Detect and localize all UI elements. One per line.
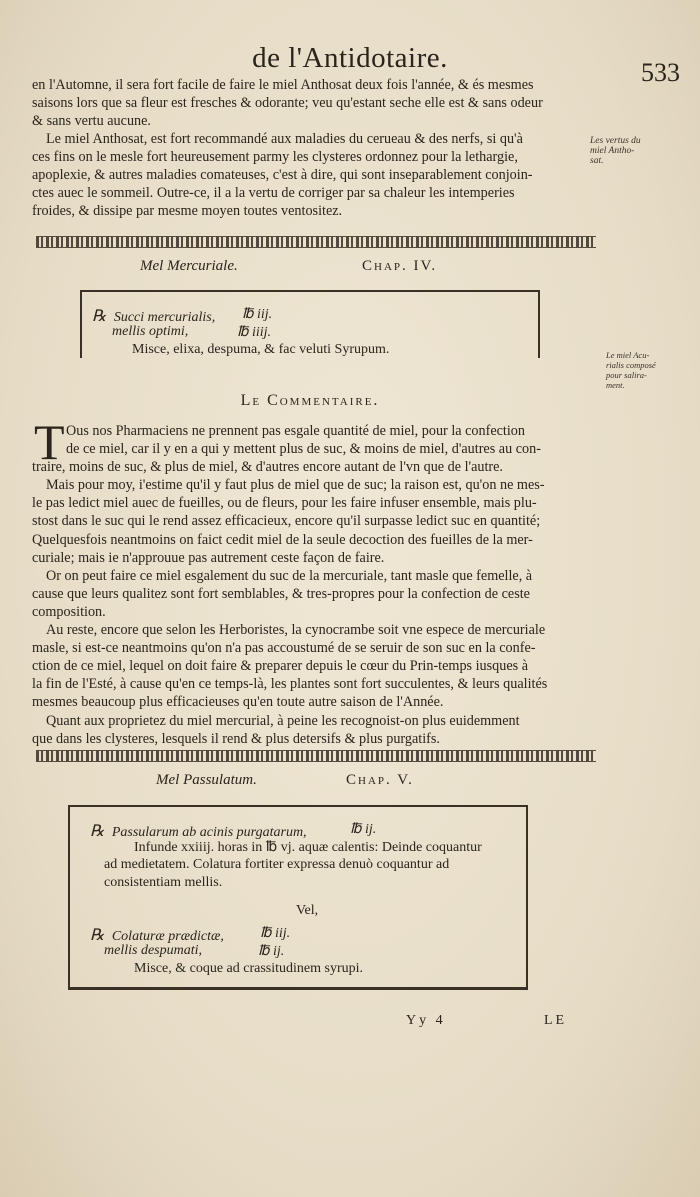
marginal-line: Les vertus du — [590, 136, 641, 146]
ingredient: mellis optimi, — [112, 324, 189, 339]
recipe-box — [80, 290, 540, 358]
marginal-line: pour salira- — [606, 370, 647, 380]
text-line: froides, & dissipe par mesme moyen toutes ventositez. — [32, 203, 343, 219]
marginal-line: sat. — [590, 156, 604, 166]
chapter-heading — [140, 258, 560, 275]
recipe-symbol-icon: ℞ — [92, 308, 107, 325]
marginal-line: miel Antho- — [590, 146, 635, 156]
text-line: saisons lors que sa fleur est fresches & odorante; veu qu'estant seche elle est & sans odeur — [32, 95, 543, 111]
text-line: masle, si est-ce neantmoins qu'on n'a pas accoustumé de se seruir de son suc en la confe- — [32, 640, 536, 657]
signature-mark: Yy 4 — [406, 1013, 446, 1028]
recipe-symbol-icon: ℞ — [90, 927, 105, 944]
running-head: de l'Antidotaire. — [252, 42, 448, 74]
recipe-instruction: ad medietatem. Colatura fortiter expressa denuò coquantur ad — [104, 857, 450, 872]
text-line: Mais pour moy, i'estime qu'il y faut plus de miel que de suc; la raison est, qu'on ne mes- — [46, 477, 545, 494]
recipe-instruction: consistentiam mellis. — [104, 875, 223, 890]
commentary-heading: Le Commentaire. — [240, 392, 380, 409]
ingredient: Passularum ab acinis purgatarum, — [111, 825, 307, 840]
marginal-line: rialis composé — [606, 360, 656, 370]
commentary-text — [32, 414, 584, 748]
recipe-vel: Vel, — [296, 903, 319, 918]
drop-cap: T — [34, 414, 65, 470]
recipe-box — [68, 805, 528, 990]
text-line: Le miel Anthosat, est fort recommandé aux maladies du cerueau & des nerfs, si qu'à — [46, 131, 523, 147]
text-line: en l'Automne, il sera fort facile de faire le miel Anthosat deux fois l'année, & és mesmes — [32, 77, 534, 93]
ingredient: Colaturæ prædictæ, — [111, 929, 224, 944]
text-line: traire, moins de suc, & plus de miel, & d'autres encore autant de l'vn que de l'autre. — [32, 459, 503, 476]
quantity: ℔ iij. — [260, 926, 291, 941]
recipe-line — [90, 925, 224, 945]
marginal-note — [590, 136, 641, 166]
text-line: composition. — [32, 603, 106, 620]
text-line: ction de ce miel, lequel on doit faire & preparer depuis le cœur du Prin-temps iusques à — [32, 658, 529, 675]
marginal-line: Le miel Acu- — [606, 350, 650, 360]
recipe-instruction: Infunde xxiiij. horas in ℔ vj. aquæ calentis: Deinde coquantur — [134, 840, 482, 855]
quantity: ℔ ij. — [350, 822, 377, 837]
quantity: ℔ iij. — [242, 307, 273, 322]
text-line: de ce miel, car il y en a qui y mettent plus de suc, & moins de miel, d'autres au con- — [66, 441, 541, 458]
text-line: Quant aux proprietez du miel mercurial, à peine les recognoist-on plus euidemment — [46, 712, 520, 729]
ingredient: Succi mercurialis, — [113, 310, 216, 325]
chapter-number: Chap. IV. — [362, 258, 438, 274]
text-line: le pas ledict miel auec de fueilles, ou de fleurs, pour les faire infuser ensemble, mais plu- — [32, 495, 537, 512]
marginal-line: ment. — [606, 380, 625, 390]
quantity: ℔ ij. — [258, 944, 285, 959]
text-line: mesmes beaucoup plus efficacieuses qu'en toute autre saison de l'Année. — [32, 694, 444, 711]
text-line: stost dans le suc qui le rend assez efficacieux, encore qu'il surpasse ledict suc en quantité; — [32, 513, 541, 530]
chapter-title: Mel Mercuriale. — [140, 258, 238, 274]
text-line: la fin de l'Esté, à cause qu'en ce temps-là, les plantes sont fort succulentes, & leurs qualités — [32, 676, 548, 693]
quantity: ℔ iiij. — [237, 325, 272, 340]
text-line: que dans les clysteres, lesquels il rend & plus detersifs & plus purgatifs. — [32, 730, 440, 747]
text-line: ces fins on le mesle fort heureusement parmy les clysteres ordonnez pour la lethargie, — [32, 149, 518, 165]
recipe-instruction: Misce, & coque ad crassitudinem syrupi. — [134, 961, 364, 976]
chapter-heading — [156, 772, 576, 789]
text-line: Ous nos Pharmaciens ne prennent pas esgale quantité de miel, pour la confection — [66, 423, 525, 439]
marginal-note — [606, 350, 656, 390]
recipe-symbol-icon: ℞ — [90, 823, 105, 840]
text-line: Quelquesfois neantmoins on faict cedit miel de la seule decoction des fueilles de la mer- — [32, 531, 533, 548]
ornament-rule — [36, 750, 596, 760]
recipe-line — [92, 306, 215, 326]
text-line: Or on peut faire ce miel esgalement du suc de la mercuriale, tant masle que femelle, à — [46, 567, 533, 584]
recipe-line — [90, 821, 307, 841]
ornament-rule — [36, 236, 596, 246]
text-line: & sans vertu aucune. — [32, 113, 151, 129]
chapter-title: Mel Passulatum. — [156, 772, 257, 788]
text-line: apoplexie, & autres maladies comateuses, c'est à dire, qui sont inseparablement conjoin- — [32, 167, 533, 183]
chapter-number: Chap. V. — [346, 772, 414, 788]
ingredient: mellis despumati, — [104, 943, 202, 958]
catchword: LE — [544, 1013, 568, 1028]
text-line: ctes auec le sommeil. Outre-ce, il a la vertu de corriger par sa chaleur les intemperies — [32, 185, 515, 201]
page-number: 533 — [641, 58, 680, 87]
text-block-top — [32, 76, 584, 220]
text-line: Au reste, encore que selon les Herboristes, la cynocrambe soit vne espece de mercuriale — [46, 622, 546, 639]
text-line: curiale; mais ie n'approuue pas autrement ceste façon de faire. — [32, 549, 385, 566]
text-line: cause que leurs qualitez sont fort semblables, & tres-propres pour la confection de ceste — [32, 585, 530, 602]
recipe-instruction: Misce, elixa, despuma, & fac veluti Syrupum. — [132, 342, 390, 357]
